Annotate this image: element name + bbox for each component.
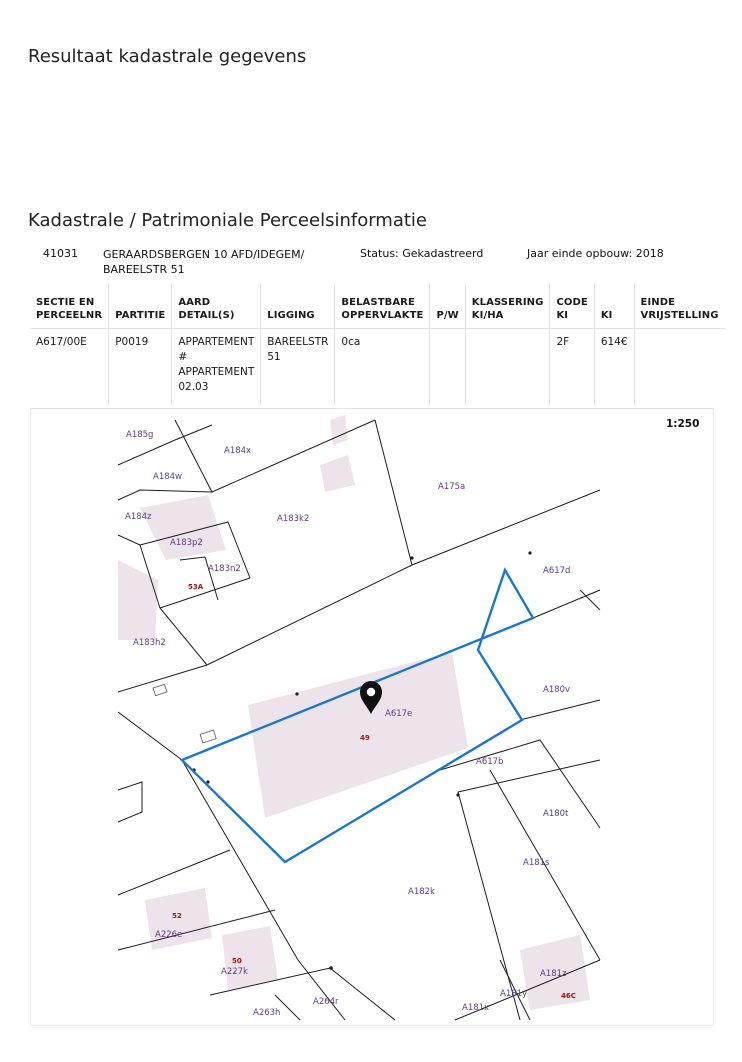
nis-code: 41031 xyxy=(43,247,78,260)
small-structure xyxy=(153,684,167,695)
cell-ligging: BAREELSTR 51 xyxy=(261,329,335,406)
cell-code-ki: 2F xyxy=(550,329,594,406)
building-top xyxy=(330,415,348,445)
parcel-label: A263h xyxy=(253,1008,281,1018)
parcel-label: A180v xyxy=(543,685,571,695)
parcel-label: A184z xyxy=(125,512,152,522)
building-a183k2 xyxy=(320,455,355,492)
col-header-aard: AARD DETAIL(S) xyxy=(172,284,261,329)
parcel-label: A180t xyxy=(543,809,569,819)
boundary xyxy=(458,792,520,1020)
parcel-label: A181y xyxy=(500,989,528,999)
parcel-label: A185g xyxy=(126,430,154,440)
parcel-label: A617b xyxy=(476,757,504,767)
boundary xyxy=(160,578,250,608)
page-title: Resultaat kadastrale gegevens xyxy=(28,46,307,67)
address-line-1: GERAARDSBERGEN 10 AFD/IDEGEM/ xyxy=(103,248,305,261)
section-title: Kadastrale / Patrimoniale Perceelsinformatie xyxy=(28,210,427,231)
parcel-label: A184w xyxy=(153,472,182,482)
house-number: 52 xyxy=(172,912,182,920)
parcel-label: A183k2 xyxy=(277,514,310,524)
building-50 xyxy=(222,926,278,990)
house-number: 53A xyxy=(188,583,204,591)
col-header-ligging: LIGGING xyxy=(261,284,335,329)
parcel-label: A227k xyxy=(221,967,248,977)
survey-point xyxy=(329,966,333,970)
cell-ki: 614€ xyxy=(594,329,634,406)
boundary xyxy=(580,590,600,610)
survey-point xyxy=(410,556,413,559)
col-header-oppervlakte: BELASTBARE OPPERVLAKTE xyxy=(335,284,430,329)
address-line-2: BAREELSTR 51 xyxy=(103,263,185,276)
cell-oppervlakte: 0ca xyxy=(335,329,430,406)
parcel-label: A181x xyxy=(462,1003,490,1013)
col-header-klassering: KLASSERING KI/HA xyxy=(465,284,550,329)
cell-partitie: P0019 xyxy=(109,329,172,406)
col-header-partitie: PARTITIE xyxy=(109,284,172,329)
survey-point xyxy=(456,793,459,796)
map-scale: 1:250 xyxy=(666,418,700,430)
parcel-label: A617e xyxy=(385,709,413,719)
parcel-label: A183n2 xyxy=(208,564,241,574)
survey-point xyxy=(528,551,531,554)
boundary xyxy=(533,590,600,618)
building-a183h2 xyxy=(118,560,158,640)
cell-aard: APPARTEMENT # APPARTEMENT 02.03 xyxy=(172,329,261,406)
house-number: 50 xyxy=(232,957,242,965)
col-header-einde: EINDE VRIJSTELLING xyxy=(634,284,724,329)
boundary xyxy=(375,420,412,565)
road-edge xyxy=(118,712,182,760)
parcel-label: A226e xyxy=(155,930,183,940)
building-a183p2 xyxy=(140,495,226,560)
survey-point xyxy=(295,692,298,695)
year-end-build: Jaar einde opbouw: 2018 xyxy=(527,247,664,260)
parcel-label: A175a xyxy=(438,482,466,492)
parcel-label: A181s xyxy=(523,858,550,868)
parcel-label: A181z xyxy=(540,969,567,979)
boundary xyxy=(520,700,600,720)
house-number: 46C xyxy=(561,992,576,1000)
col-header-sectie: SECTIE EN PERCEELNR xyxy=(36,297,103,321)
status-text: Status: Gekadastreerd xyxy=(360,247,484,260)
col-header-code-ki: CODE KI xyxy=(550,284,594,329)
parcel-label: A183h2 xyxy=(133,638,166,648)
parcel-label: A264r xyxy=(313,997,339,1007)
cell-sectie: A617/00E xyxy=(36,336,87,348)
boundary xyxy=(118,850,230,895)
parcel-label: A617d xyxy=(543,566,571,576)
parcel-label: A184x xyxy=(224,446,252,456)
col-header-ki: KI xyxy=(594,284,634,329)
small-structure xyxy=(200,730,216,743)
parcel-label: A183p2 xyxy=(170,538,203,548)
col-header-pw: P/W xyxy=(430,284,465,329)
building-a617e xyxy=(248,652,468,818)
boundary xyxy=(118,782,142,822)
parcel-label: A182k xyxy=(408,887,435,897)
house-number: 49 xyxy=(360,734,370,742)
